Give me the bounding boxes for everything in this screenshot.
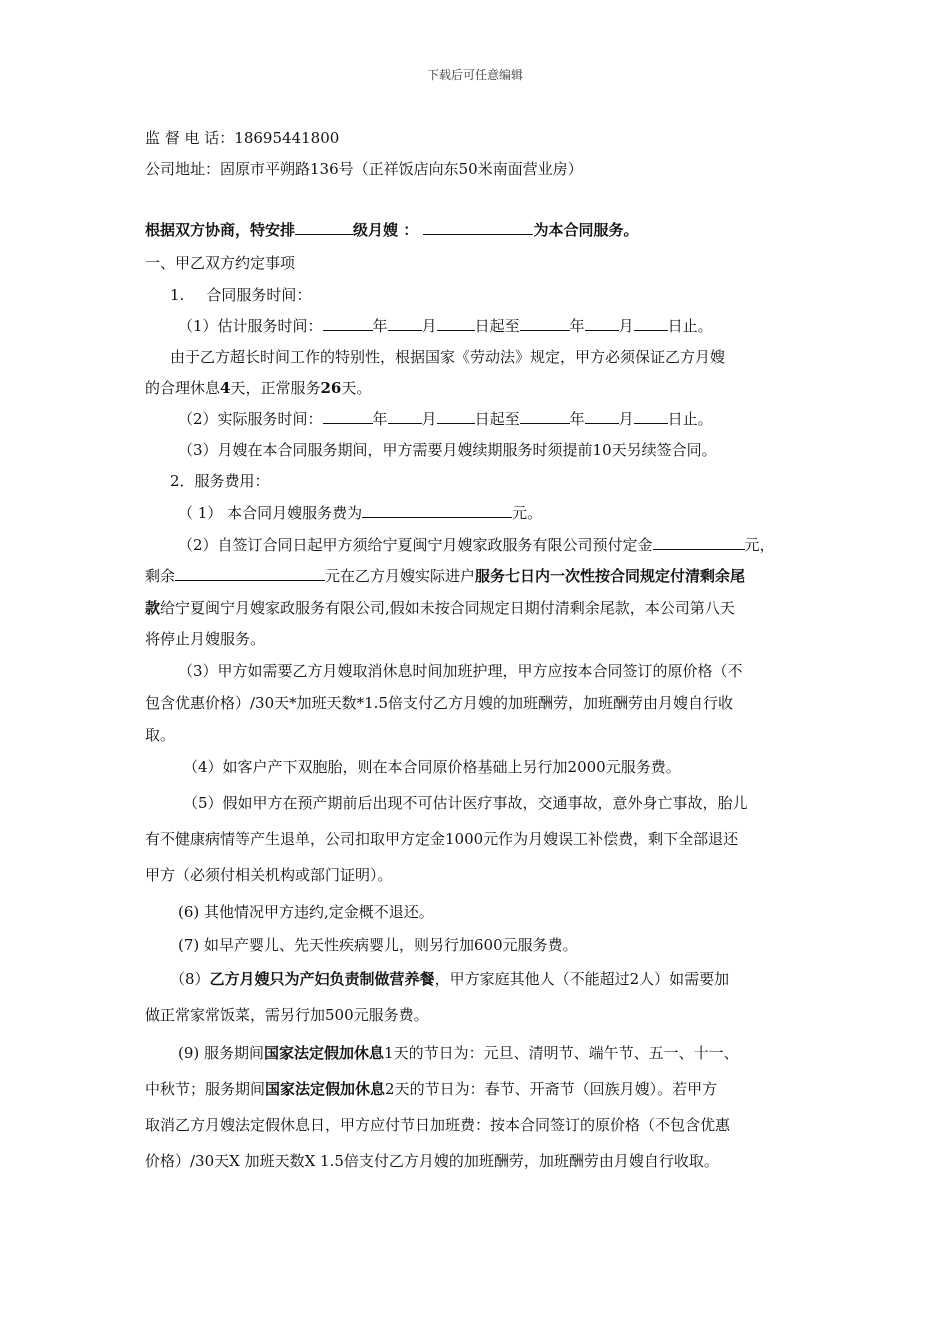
fee-clause-1 xyxy=(178,503,542,523)
deposit-unit: 元， xyxy=(744,536,775,554)
fee-clause-8-line1 xyxy=(170,969,729,989)
clause9-text-a: (9) 服务期间 xyxy=(178,1044,265,1062)
est-day2: 日止。 xyxy=(667,317,713,335)
rest-note-e: 天。 xyxy=(341,379,372,397)
act-day1: 日起至 xyxy=(474,410,520,428)
est-year1: 年 xyxy=(372,317,388,335)
item2-heading: 2．服务费用： xyxy=(170,472,270,490)
rest-note-line2 xyxy=(145,378,371,398)
act-year1: 年 xyxy=(372,410,388,428)
renewal-clause: （3）月嫂在本合同服务期间，甲方需要月嫂续期服务时须提前10天另续签合同。 xyxy=(178,441,717,459)
arrange-text-b: 级月嫂 ： xyxy=(353,221,419,239)
page-header: 下载后可任意编辑 xyxy=(426,68,523,82)
fee-clause-8-line2: 做正常家常饭菜，需另行加500元服务费。 xyxy=(145,1006,429,1024)
item1-number: 1. xyxy=(170,286,185,304)
remaining-text: 剩余 xyxy=(145,567,176,585)
fee-text: （ 1） 本合同月嫂服务费为 xyxy=(178,504,363,522)
payment-bold-tail: 款 xyxy=(145,599,161,617)
clause9-text-c: 1天的节日为：元旦、清明节、端午节、五一、十一、 xyxy=(384,1044,739,1062)
rest-days: 4 xyxy=(220,379,231,397)
fee-clause-5-line2: 有不健康病情等产生退单，公司扣取甲方定金1000元作为月嫂误工补偿费，剩下全部退还 xyxy=(145,830,739,848)
deposit-text: （2）自签订合同日起甲方须给宁夏闽宁月嫂家政服务有限公司预付定金 xyxy=(178,536,653,554)
arrange-text-a: 根据双方协商，特安排 xyxy=(145,221,296,239)
fee-clause-3-line1: （3）甲方如需要乙方月嫂取消休息时间加班护理，甲方应按本合同签订的原价格（不 xyxy=(178,662,743,680)
rest-note-c: 天，正常服务 xyxy=(230,379,321,397)
est-month1: 月 xyxy=(421,317,437,335)
fee-clause-2-line2 xyxy=(145,566,745,586)
act-year2: 年 xyxy=(569,410,585,428)
fee-clause-7: (7) 如早产婴儿、先天性疾病婴儿，则另行加600元服务费。 xyxy=(178,936,578,954)
clause9-bold-e: 国家法定假加休息 xyxy=(265,1080,386,1098)
clause8-bold: 乙方月嫂只为产妇负责制做营养餐 xyxy=(209,970,435,988)
est-year2: 年 xyxy=(569,317,585,335)
actual-service-time xyxy=(178,409,713,429)
rest-note-line1: 由于乙方超长时间工作的特别性，根据国家《劳动法》规定，甲方必须保证乙方月嫂 xyxy=(170,348,726,366)
rest-note-a: 的合理休息 xyxy=(145,379,221,397)
fee-clause-2-line3 xyxy=(145,598,735,618)
fee-clause-2-line4: 将停止月嫂服务。 xyxy=(145,630,266,648)
fee-clause-3-line3: 取。 xyxy=(145,726,176,744)
fee-clause-4: （4）如客户产下双胞胎，则在本合同原价格基础上另行加2000元服务费。 xyxy=(183,758,681,776)
est-label: （1）估计服务时间： xyxy=(178,317,323,335)
item1-title: 合同服务时间： xyxy=(206,286,312,304)
estimated-service-time xyxy=(178,316,713,336)
clause8-text: ，甲方家庭其他人（不能超过2人）如需要加 xyxy=(434,970,730,988)
fee-clause-6: (6) 其他情况甲方违约,定金概不退还。 xyxy=(178,903,434,921)
clause9-text-f: 2天的节日为：春节、开斋节（回族月嫂）。若甲方 xyxy=(385,1080,718,1098)
fee-clause-5-line3: 甲方（必须付相关机构或部门证明）。 xyxy=(145,866,393,884)
service-days: 26 xyxy=(320,379,342,397)
fee-unit: 元。 xyxy=(512,504,543,522)
fee-clause-2-line1 xyxy=(178,535,775,555)
nanny-name-blank xyxy=(423,220,533,235)
fee-clause-9-line2 xyxy=(145,1079,717,1099)
act-label: （2）实际服务时间： xyxy=(178,410,323,428)
fee-clause-9-line1 xyxy=(178,1043,739,1063)
fee-clause-9-line4: 价格）/30天X 加班天数X 1.5倍支付乙方月嫂的加班酬劳，加班酬劳由月嫂自行收取。 xyxy=(145,1152,719,1170)
payment-deadline-bold: 服务七日内一次性按合同规定付清剩余尾 xyxy=(475,567,746,585)
arrangement-line xyxy=(145,220,639,240)
remaining-text-b: 元在乙方月嫂实际进户 xyxy=(325,567,476,585)
act-day2: 日止。 xyxy=(667,410,713,428)
arrange-text-c: 为本合同服务。 xyxy=(533,221,639,239)
est-day1: 日起至 xyxy=(474,317,520,335)
fee-clause-3-line2: 包含优惠价格）/30天*加班天数*1.5倍支付乙方月嫂的加班酬劳，加班酬劳由月嫂自行收 xyxy=(145,694,733,712)
supervision-phone: 监 督 电 话：18695441800 xyxy=(145,129,340,147)
level-blank xyxy=(295,220,353,235)
payment-text: 给宁夏闽宁月嫂家政服务有限公司,假如未按合同规定日期付清剩余尾款，本公司第八天 xyxy=(160,599,735,617)
est-month2: 月 xyxy=(618,317,634,335)
fee-clause-5-line1: （5）假如甲方在预产期前后出现不可估计医疗事故，交通事故，意外身亡事故，胎儿 xyxy=(183,794,748,812)
act-month1: 月 xyxy=(421,410,437,428)
act-month2: 月 xyxy=(618,410,634,428)
company-address: 公司地址：固原市平朔路136号（正祥饭店向东50米南面营业房） xyxy=(145,160,583,178)
item1-heading xyxy=(170,285,311,305)
clause8-num: （8） xyxy=(170,970,210,988)
clause9-text-d: 中秋节；服务期间 xyxy=(145,1080,266,1098)
fee-clause-9-line3: 取消乙方月嫂法定假休息日，甲方应付节日加班费：按本合同签订的原价格（不包含优惠 xyxy=(145,1116,731,1134)
clause9-bold-a: 国家法定假加休息 xyxy=(264,1044,385,1062)
section-heading: 一、甲乙双方约定事项 xyxy=(145,254,296,272)
